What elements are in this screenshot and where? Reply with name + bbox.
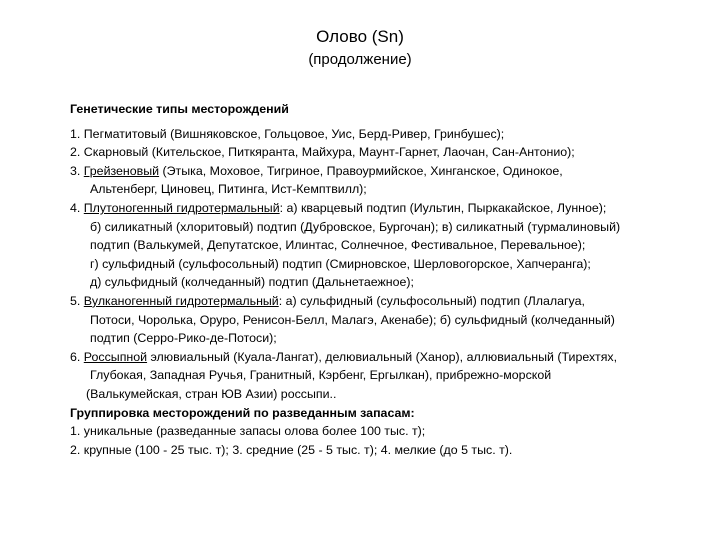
group-unique: 1. уникальные (разведанные запасы олова более 100 тыс. т); — [70, 424, 426, 439]
page-title: Олово (Sn) — [316, 27, 404, 46]
subitem-silicate-tourmaline-continued: подтип (Валькумей, Депутатское, Илинтас, Солнечное, Фестивальное, Перевальное); — [90, 238, 586, 253]
list-item-placer-continued-2: (Валькумейская, стран ЮВ Азии) россыпи.. — [86, 386, 337, 401]
item-text: : а) кварцевый подтип (Иультин, Пыркакайское, Лунное); — [279, 200, 607, 215]
item-number: 6. — [70, 349, 84, 364]
list-item-placer — [70, 348, 710, 367]
section-heading-genetic-types: Генетические типы месторождений — [70, 102, 289, 116]
list-item-plutonogenic — [70, 199, 710, 218]
subitem-silicate-chlorite: б) силикатный (хлоритовый) подтип (Дубровское, Бургочан); в) силикатный (турмалиновый) — [90, 219, 621, 234]
term-greisen: Грейзеновый — [83, 163, 160, 178]
list-item-placer-continued-1: Глубокая, Западная Ручья, Гранитный, Кэрбенг, Ергылкан), прибрежно-морской — [90, 368, 552, 383]
list-item-greisen-continued: Альтенберг, Циновец, Питинга, Ист-Кемптвилл); — [90, 182, 367, 197]
subitem-sulfide-sulfosalt: г) сульфидный (сульфосольный) подтип (Смирновское, Шерловогорское, Хапчеранга); — [90, 256, 591, 271]
list-item-skarn: 2. Скарновый (Кительское, Питкяранта, Майхура, Маунт-Гарнет, Лаочан, Сан-Антонио); — [70, 145, 575, 160]
list-item-greisen — [70, 162, 710, 181]
term-plutonogenic: Плутоногенный гидротермальный — [83, 200, 280, 215]
item-text: : а) сульфидный (сульфосольный) подтип (Ллалагуа, — [278, 293, 585, 308]
item-number: 4. — [70, 200, 84, 215]
list-item-volcanogenic-continued-1: Потоси, Чоролька, Оруро, Ренисон-Белл, Малагэ, Акенабе); б) сульфидный (колчеданный) — [90, 312, 615, 327]
section-heading-reserves: Группировка месторождений по разведанным запасам: — [70, 405, 415, 420]
term-placer: Россыпной — [83, 349, 148, 364]
item-text: (Этыка, Моховое, Тигриное, Правоурмийское, Хинганское, Одинокое, — [159, 163, 563, 178]
list-item-pegmatite: 1. Пегматитовый (Вишняковское, Гольцовое, Уис, Берд-Ривер, Гринбушес); — [70, 126, 505, 141]
page-subtitle: (продолжение) — [308, 51, 412, 68]
subitem-sulfide-pyrite: д) сульфидный (колчеданный) подтип (Дальнетаежное); — [90, 275, 414, 290]
list-item-volcanogenic — [70, 292, 710, 311]
document-body — [70, 100, 710, 459]
item-number: 5. — [70, 293, 84, 308]
item-number: 3. — [70, 163, 84, 178]
list-item-volcanogenic-continued-2: подтип (Серро-Рико-де-Потоси); — [90, 331, 277, 346]
group-large-medium-small: 2. крупные (100 - 25 тыс. т); 3. средние (25 - 5 тыс. т); 4. мелкие (до 5 тыс. т). — [70, 442, 513, 457]
term-volcanogenic: Вулканогенный гидротермальный — [83, 293, 279, 308]
item-text: элювиальный (Куала-Лангат), делювиальный (Ханор), аллювиальный (Тирехтях, — [147, 349, 618, 364]
